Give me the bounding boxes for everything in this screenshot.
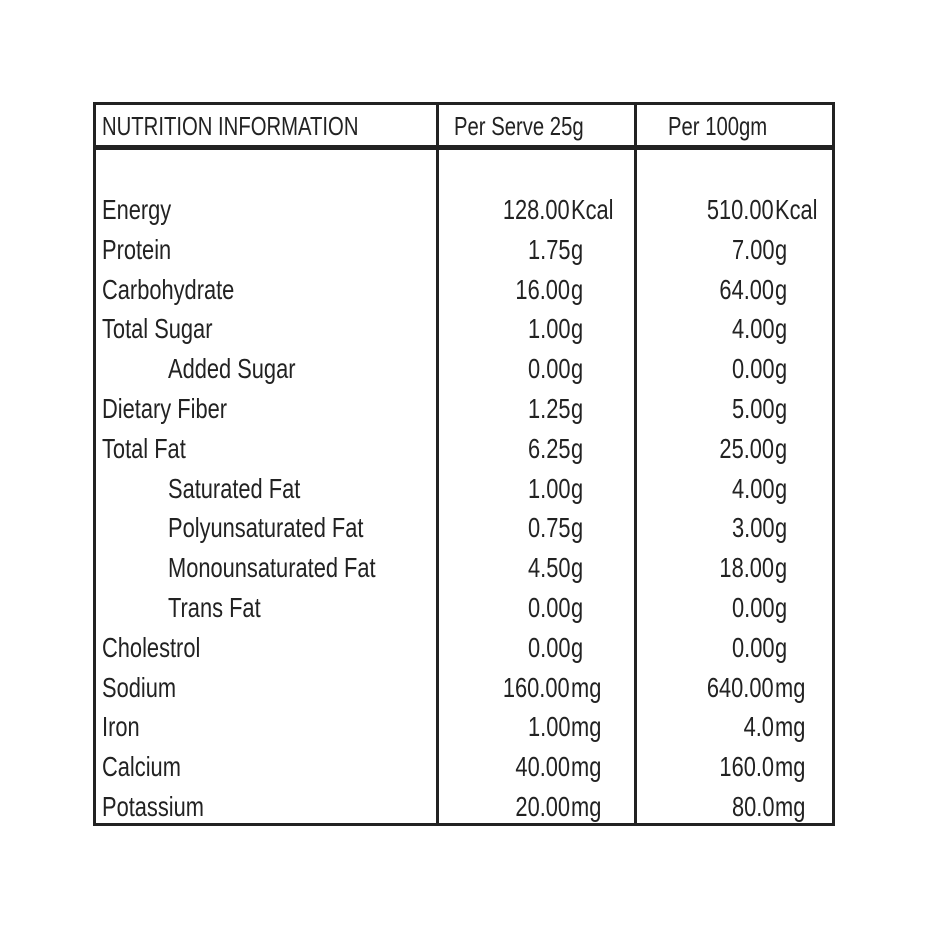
table-row	[96, 190, 832, 230]
per-100-unit: g	[775, 233, 788, 265]
per-100-value: 160.0	[719, 751, 774, 783]
nutrient-name: Calcium	[102, 751, 181, 783]
per-100-unit: mg	[775, 751, 806, 783]
per-100-unit: g	[775, 432, 788, 464]
per-serve-unit: g	[571, 591, 584, 623]
per-100-value: 18.00	[719, 552, 774, 584]
header-per-100: Per 100gm	[668, 111, 768, 141]
per-serve-value: 40.00	[515, 751, 570, 783]
per-100-value: 0.00	[731, 631, 774, 663]
nutrient-name: Potassium	[102, 790, 204, 822]
per-100-value: 4.0	[743, 711, 774, 743]
per-serve-value: 160.00	[503, 671, 570, 703]
per-100-value: 5.00	[731, 392, 774, 424]
nutrient-name: Saturated Fat	[168, 472, 301, 504]
nutrient-name: Trans Fat	[168, 591, 261, 623]
per-serve-unit: mg	[571, 790, 602, 822]
per-serve-value: 128.00	[503, 194, 570, 225]
nutrient-name: Cholestrol	[102, 631, 201, 663]
per-serve-value: 1.25	[527, 392, 570, 424]
nutrient-name: Monounsaturated Fat	[168, 552, 376, 584]
nutrient-name: Carbohydrate	[102, 273, 235, 305]
table-row	[96, 230, 832, 270]
table-row	[96, 508, 832, 548]
per-100-unit: g	[775, 392, 788, 424]
nutrient-name: Total Fat	[102, 432, 186, 464]
per-serve-value: 16.00	[515, 273, 570, 305]
table-row	[96, 707, 832, 747]
per-100-value: 4.00	[731, 313, 774, 345]
header-divider	[96, 145, 832, 150]
per-100-unit: mg	[775, 671, 806, 703]
per-serve-unit: g	[571, 313, 584, 345]
per-100-value: 4.00	[731, 472, 774, 504]
nutrient-name: Polyunsaturated Fat	[168, 512, 364, 544]
per-100-unit: mg	[775, 790, 806, 822]
table-row	[96, 469, 832, 509]
table-row	[96, 349, 832, 389]
per-100-unit: g	[775, 631, 788, 663]
per-100-value: 0.00	[731, 353, 774, 385]
table-row	[96, 429, 832, 469]
nutrition-table	[93, 102, 835, 826]
per-100-value: 7.00	[731, 233, 774, 265]
per-serve-unit: g	[571, 392, 584, 424]
table-row	[96, 270, 832, 310]
per-100-unit: g	[775, 591, 788, 623]
nutrient-name: Total Sugar	[102, 313, 213, 345]
per-serve-unit: Kcal	[571, 194, 614, 225]
per-100-unit: g	[775, 313, 788, 345]
table-row	[96, 787, 832, 827]
per-serve-value: 0.75	[527, 512, 570, 544]
nutrient-name: Protein	[102, 233, 172, 265]
table-row	[96, 747, 832, 787]
per-serve-unit: g	[571, 273, 584, 305]
per-100-value: 80.0	[731, 790, 774, 822]
per-serve-value: 4.50	[527, 552, 570, 584]
per-100-value: 640.00	[707, 671, 774, 703]
nutrient-name: Iron	[102, 711, 140, 743]
header-label: NUTRITION INFORMATION	[102, 111, 359, 141]
table-row	[96, 668, 832, 708]
nutrient-name: Added Sugar	[168, 353, 296, 385]
nutrient-name: Dietary Fiber	[102, 392, 228, 424]
per-100-unit: mg	[775, 711, 806, 743]
per-100-value: 64.00	[719, 273, 774, 305]
per-100-unit: g	[775, 353, 788, 385]
per-100-unit: Kcal	[775, 194, 818, 225]
per-serve-unit: g	[571, 432, 584, 464]
per-serve-unit: mg	[571, 751, 602, 783]
per-100-unit: g	[775, 512, 788, 544]
table-row	[96, 588, 832, 628]
per-serve-unit: g	[571, 353, 584, 385]
per-serve-value: 1.00	[527, 313, 570, 345]
per-serve-unit: g	[571, 631, 584, 663]
per-serve-value: 1.00	[527, 472, 570, 504]
nutrient-name: Energy	[102, 194, 172, 225]
per-serve-unit: g	[571, 512, 584, 544]
per-100-unit: g	[775, 472, 788, 504]
per-serve-unit: mg	[571, 671, 602, 703]
table-row	[96, 628, 832, 668]
table-row	[96, 389, 832, 429]
per-serve-value: 6.25	[527, 432, 570, 464]
per-100-value: 25.00	[719, 432, 774, 464]
per-serve-value: 0.00	[527, 631, 570, 663]
per-100-value: 510.00	[707, 194, 774, 225]
header-per-serve: Per Serve 25g	[454, 111, 584, 141]
per-serve-unit: mg	[571, 711, 602, 743]
per-serve-value: 20.00	[515, 790, 570, 822]
per-serve-unit: g	[571, 233, 584, 265]
per-100-value: 0.00	[731, 591, 774, 623]
per-100-unit: g	[775, 552, 788, 584]
per-serve-unit: g	[571, 472, 584, 504]
per-100-unit: g	[775, 273, 788, 305]
per-serve-value: 1.75	[527, 233, 570, 265]
per-100-value: 3.00	[731, 512, 774, 544]
table-row	[96, 548, 832, 588]
nutrient-name: Sodium	[102, 671, 177, 703]
nutrient-rows	[96, 190, 832, 827]
table-row	[96, 309, 832, 349]
per-serve-value: 0.00	[527, 591, 570, 623]
per-serve-value: 0.00	[527, 353, 570, 385]
per-serve-value: 1.00	[527, 711, 570, 743]
per-serve-unit: g	[571, 552, 584, 584]
